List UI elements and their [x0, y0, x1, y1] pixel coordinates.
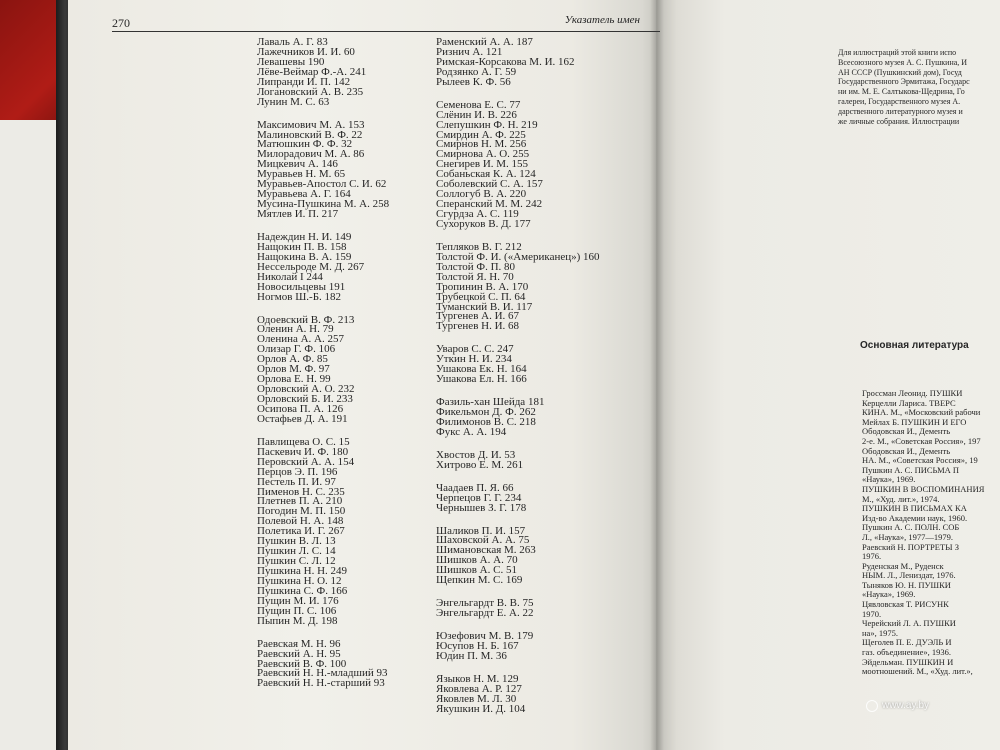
- index-entry: Полетика И. Г. 267: [257, 525, 345, 538]
- index-entry: Родзянко А. Г. 59: [436, 65, 517, 78]
- index-entry: Орлова Е. Н. 99: [257, 373, 331, 386]
- index-entry: Липранди И. П. 142: [257, 75, 351, 88]
- index-entry: Шаликов П. И. 157: [436, 524, 526, 537]
- index-entry: Муравьев Н. М. 65: [257, 168, 346, 181]
- index-entry: Смирнова А. О. 255: [436, 148, 530, 161]
- index-entry: Сгурдза А. С. 119: [436, 208, 519, 220]
- literature-entry: Мейлах Б. ПУШКИН И ЕГО: [862, 416, 967, 427]
- intro-line: ни им. М. Е. Салтыкова-Щедрина, Го: [838, 87, 965, 97]
- index-entry: Логановский А. В. 235: [257, 85, 364, 98]
- index-entry: Толстой Ф. П. 80: [436, 260, 516, 273]
- index-entry: Оленин А. Н. 79: [257, 323, 334, 336]
- index-entry: Уваров С. С. 247: [436, 343, 514, 356]
- literature-entry: Раевский Н. ПОРТРЕТЫ З: [862, 541, 959, 552]
- index-entry: Олизар Г. Ф. 106: [257, 343, 336, 356]
- index-entry: Якушкин И. Д. 104: [436, 702, 526, 715]
- intro-line: АН СССР (Пушкинский дом), Госуд: [838, 67, 962, 77]
- index-entry: Лунин М. С. 63: [257, 95, 330, 108]
- index-entry: Соллогуб В. А. 220: [436, 188, 527, 201]
- watermark-circle-icon: [866, 700, 878, 712]
- index-entry: Муравьев-Апостол С. И. 62: [257, 178, 387, 191]
- index-entry: Пыпин М. Д. 198: [257, 614, 338, 627]
- index-entry: Пестель П. И. 97: [257, 475, 336, 488]
- index-entry: Мицкевич А. 146: [257, 158, 338, 171]
- index-entry: Пушкина С. Ф. 166: [257, 584, 348, 597]
- index-entry: Новосильцевы 191: [257, 280, 346, 293]
- index-entry: Николай I 244: [257, 270, 323, 283]
- literature-entry: 1970.: [862, 608, 882, 619]
- index-entry: Павлищева О. С. 15: [257, 435, 350, 448]
- index-column-1: [257, 38, 389, 689]
- index-entry: Раевский В. Ф. 100: [257, 657, 347, 670]
- index-entry: Пушкин Л. С. 14: [257, 545, 336, 558]
- index-entry: Снегирев И. М. 155: [436, 158, 529, 171]
- index-entry: Энгельгардт В. В. 75: [436, 597, 534, 610]
- index-entry: Сперанский М. М. 242: [436, 198, 543, 211]
- index-column-2: [436, 38, 600, 715]
- index-entry: Лаваль А. Г. 83: [257, 36, 328, 48]
- literature-entry: на», 1975.: [862, 627, 898, 638]
- literature-entry: Черейский Л. А. ПУШКИ: [862, 618, 956, 629]
- index-entry: Юдин П. М. 36: [436, 649, 507, 662]
- index-entry: Малиновский В. Ф. 22: [257, 128, 363, 141]
- index-entry: Нессельроде М. Д. 267: [257, 260, 365, 273]
- index-entry: Орловский А. О. 232: [257, 383, 355, 396]
- index-entry: Милорадович М. А. 86: [257, 148, 365, 161]
- index-entry: Перцов Э. П. 196: [257, 465, 338, 478]
- index-entry: Пушкина Н. Н. 249: [257, 565, 348, 577]
- index-entry: Собаньская К. А. 124: [436, 168, 536, 181]
- index-entry: Трубецкой С. П. 64: [436, 290, 526, 303]
- index-entry: Черпецов Г. Г. 234: [436, 491, 522, 504]
- index-entry: Ризнич А. 121: [436, 45, 503, 58]
- literature-entry: Изд-во Академии наук, 1960.: [862, 512, 968, 523]
- index-entry: Пименов Н. С. 235: [257, 485, 345, 498]
- intro-line: же личные собрания. Иллюстрации: [838, 116, 960, 126]
- index-entry: Филимонов В. С. 218: [436, 415, 536, 428]
- literature-entry: Гроссман Леонид. ПУШКИ: [862, 388, 963, 398]
- index-entry: Смирдин А. Ф. 225: [436, 128, 526, 141]
- index-entry: Языков Н. М. 129: [436, 672, 519, 685]
- index-entry: Туманский В. И. 117: [436, 300, 533, 313]
- index-entry: Шишков А. С. 51: [436, 564, 517, 577]
- index-entry: Мусина-Пушкина М. А. 258: [257, 198, 390, 211]
- index-entry: Толстой Ф. И. («Американец») 160: [436, 250, 600, 263]
- index-entry: Надеждин Н. И. 149: [257, 230, 352, 243]
- page-number: 270: [112, 16, 130, 30]
- index-entry: Перовский А. А. 154: [257, 455, 355, 468]
- literature-entry: ПУШКИН В ПИСЬМАХ КА: [862, 503, 967, 514]
- index-entry: Тургенев Н. И. 68: [436, 320, 520, 333]
- index-entry: Муравьева А. Г. 164: [257, 188, 351, 201]
- index-entry: Шишков А. А. 70: [436, 554, 518, 567]
- index-entry: Слёнин И. В. 226: [436, 108, 517, 121]
- index-entry: Пущин М. И. 176: [257, 594, 339, 607]
- index-entry: Раевский Н. Н.-младший 93: [257, 667, 388, 680]
- index-entry: Осипова П. А. 126: [257, 402, 344, 415]
- index-entry: Пушкин С. Л. 12: [257, 555, 336, 568]
- index-entry: Оленина А. А. 257: [257, 333, 344, 346]
- literature-list: [862, 389, 984, 677]
- index-entry: Тропинин В. А. 170: [436, 280, 529, 293]
- index-entry: Чернышев З. Г. 178: [436, 501, 527, 514]
- intro-line: Для иллюстраций этой книги испо: [838, 48, 957, 57]
- index-entry: Мятлев И. П. 217: [257, 208, 339, 220]
- index-entry: Максимович М. А. 153: [257, 118, 365, 131]
- index-entry: Фазиль-хан Шейда 181: [436, 396, 545, 409]
- index-entry: Соболевский С. А. 157: [436, 178, 543, 191]
- header-rule: [112, 31, 660, 32]
- index-entry: Матюшкин Ф. Ф. 32: [257, 138, 353, 151]
- index-entry: Фукс А. А. 194: [436, 425, 507, 438]
- index-entry: Юзефович М. В. 179: [436, 630, 534, 642]
- illustrations-note: [838, 48, 1000, 126]
- index-entry: Нащокина В. А. 159: [257, 250, 352, 263]
- index-entry: Лажечников И. И. 60: [257, 45, 355, 58]
- index-entry: Орловский Б. И. 233: [257, 393, 353, 405]
- index-entry: Уткин Н. И. 234: [436, 353, 512, 366]
- literature-entry: моотношений. М., «Худ. лит.»,: [862, 666, 973, 677]
- index-entry: Хвостов Д. И. 53: [436, 448, 516, 461]
- index-entry: Рылеев К. Ф. 56: [436, 75, 511, 88]
- index-entry: Лёве-Веймар Ф.-А. 241: [257, 65, 367, 78]
- index-entry: Паскевич И. Ф. 180: [257, 445, 349, 458]
- index-entry: Остафьев Д. А. 191: [257, 412, 348, 425]
- literature-entry: Л., «Наука», 1977—1979.: [862, 531, 954, 542]
- index-entry: Фикельмон Д. Ф. 262: [436, 406, 536, 418]
- index-entry: Нащокин П. В. 158: [257, 240, 347, 253]
- index-entry: Римская-Корсакова М. И. 162: [436, 55, 575, 68]
- literature-entry: 2-е. М., «Советская Россия», 197: [862, 435, 981, 446]
- index-entry: Плетнев П. А. 210: [257, 495, 343, 508]
- literature-entry: Пушкин А. С. ПОЛН. СОБ: [862, 522, 960, 533]
- index-entry: Сухоруков В. Д. 177: [436, 217, 531, 230]
- index-entry: Шаховской А. А. 75: [436, 534, 530, 547]
- literature-entry: Ободовская И., Дементь: [862, 445, 951, 456]
- intro-line: Всесоюзного музея А. С. Пушкина, И: [838, 57, 968, 67]
- index-entry: Ушакова Ел. Н. 166: [436, 373, 527, 386]
- literature-entry: Щеголев П. Е. ДУЭЛЬ И: [862, 637, 952, 648]
- index-entry: Толстой Я. Н. 70: [436, 270, 514, 283]
- index-entry: Энгельгардт Е. А. 22: [436, 607, 534, 620]
- index-entry: Слепушкин Ф. Н. 219: [436, 118, 538, 131]
- index-entry: Левашевы 190: [257, 55, 325, 68]
- index-entry: Раевский Н. Н.-старший 93: [257, 677, 385, 690]
- intro-line: дарственного литературного музея и: [838, 106, 963, 116]
- literature-entry: ПУШКИН В ВОСПОМИНАНИЯ: [862, 483, 985, 494]
- index-entry: Пущин П. С. 106: [257, 604, 337, 617]
- literature-entry: Пушкин А. С. ПИСЬМА П: [862, 464, 960, 475]
- index-entry: Щепкин М. С. 169: [436, 574, 523, 587]
- watermark: www.ay.by: [882, 700, 930, 711]
- index-entry: Яковлева А. Р. 127: [436, 682, 522, 695]
- literature-entry: М., «Худ. лит.», 1974.: [862, 493, 940, 504]
- index-entry: Юсупов Н. Б. 167: [436, 639, 519, 652]
- index-entry: Ушакова Ек. Н. 164: [436, 363, 527, 376]
- index-entry: Одоевский В. Ф. 213: [257, 313, 355, 326]
- literature-entry: Керцелли Лариса. ТВЕРС: [862, 397, 956, 408]
- literature-entry: КИНА. М., «Московский рабочи: [862, 407, 981, 418]
- intro-line: галереи, Государственного музея А.: [838, 96, 961, 106]
- literature-entry: НА. М., «Советская Россия», 19: [862, 455, 978, 466]
- index-entry: Хитрово Е. М. 261: [436, 458, 524, 471]
- literature-entry: Ободовская И., Дементь: [862, 426, 951, 437]
- literature-entry: 1976.: [862, 551, 882, 562]
- index-entry: Раменский А. А. 187: [436, 36, 533, 48]
- literature-entry: НЫМ. Л., Лениздат, 1976.: [862, 570, 956, 581]
- page-header: [112, 14, 660, 34]
- literature-entry: «Наука», 1969.: [862, 589, 916, 600]
- literature-entry: Руденская М., Руденск: [862, 560, 944, 571]
- index-entry: Шимановская М. 263: [436, 544, 536, 557]
- literature-entry: «Наука», 1969.: [862, 474, 916, 485]
- index-entry: Орлов А. Ф. 85: [257, 353, 328, 366]
- literature-entry: Эйдельман. ПУШКИН И: [862, 656, 954, 667]
- book-gutter: [650, 0, 664, 750]
- index-entry: Яковлев М. Л. 30: [436, 692, 517, 705]
- index-entry: Раевская М. Н. 96: [257, 637, 341, 650]
- index-entry: Ногмов Ш.-Б. 182: [257, 290, 342, 303]
- index-entry: Полевой Н. А. 148: [257, 515, 344, 528]
- index-entry: Пушкин В. Л. 13: [257, 535, 336, 548]
- literature-heading: Основная литература: [860, 340, 969, 351]
- index-entry: Раевский А. Н. 95: [257, 647, 341, 660]
- index-entry: Тепляков В. Г. 212: [436, 240, 522, 253]
- intro-line: Государственного Эрмитажа, Государс: [838, 77, 970, 87]
- literature-entry: газ. объединение», 1936.: [862, 647, 951, 658]
- index-entry: Смирнов Н. М. 256: [436, 138, 527, 151]
- literature-entry: Тыняков Ю. Н. ПУШКИ: [862, 579, 951, 590]
- index-entry: Орлов М. Ф. 97: [257, 363, 330, 376]
- index-entry: Семенова Е. С. 77: [436, 98, 521, 111]
- index-entry: Пушкина Н. О. 12: [257, 574, 342, 587]
- running-head: Указатель имен: [564, 14, 640, 26]
- index-entry: Чаадаев П. Я. 66: [436, 481, 514, 494]
- index-entry: Погодин М. П. 150: [257, 505, 346, 518]
- index-entry: Тургенев А. И. 67: [436, 310, 520, 323]
- literature-entry: Цявловская Т. РИСУНК: [862, 599, 949, 610]
